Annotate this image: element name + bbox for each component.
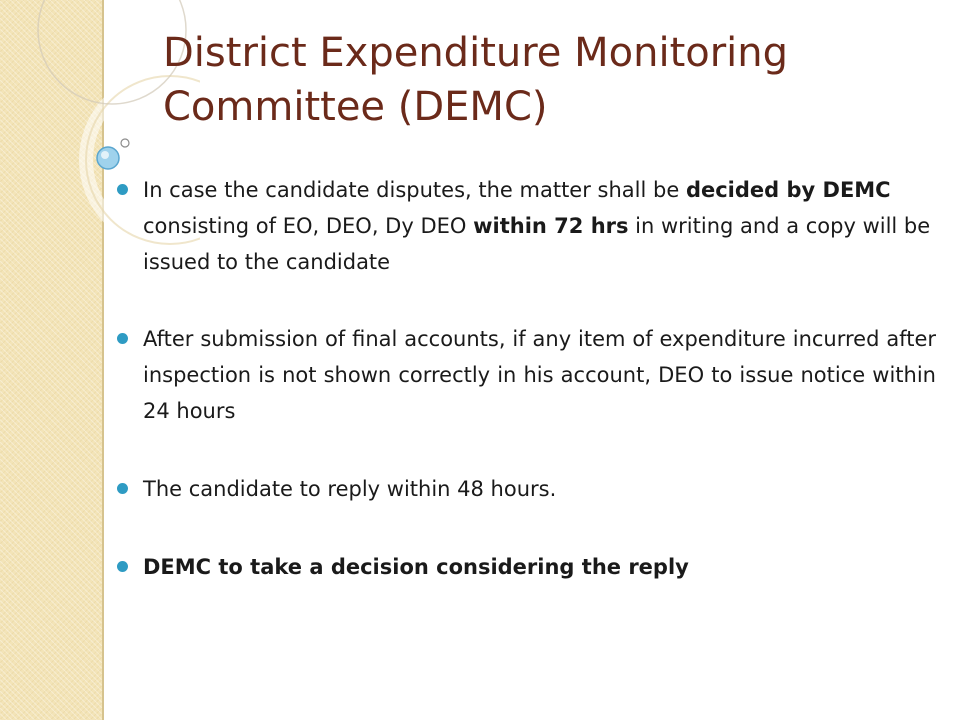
bullet-text-4-bold: DEMC to take a decision considering the reply: [143, 555, 689, 579]
bullet-text-2: After submission of final accounts, if any item of expenditure incurred after inspection is not shown correctly in his account, DEO to issue notice within 24 hours: [143, 327, 936, 423]
bullet-text-1b-bold: decided by DEMC: [685, 178, 891, 202]
bullet-list: [116, 172, 936, 585]
bullet-dot-icon: [117, 333, 128, 344]
decorative-side-band: [0, 0, 104, 720]
slide-title: District Expenditure Monitoring Committee (DEMC): [163, 30, 789, 130]
bullet-item-decision: [116, 549, 936, 585]
bullet-dot-icon: [117, 483, 128, 494]
bullet-text-3: The candidate to reply within 48 hours.: [143, 477, 557, 501]
bullet-text-1a: In case the candidate disputes, the matter shall be: [143, 178, 686, 202]
bullet-text-1e: in writing and a copy will be issued to the candidate: [143, 214, 931, 274]
bullet-item-dispute: [116, 172, 936, 280]
bullet-text-1c: consisting of EO, DEO, Dy DEO: [143, 214, 474, 238]
bullet-item-final-accounts: [116, 321, 936, 429]
bullet-dot-icon: [117, 184, 128, 195]
bullet-text-1d-bold: within 72 hrs: [473, 214, 629, 238]
bullet-item-reply: [116, 471, 936, 507]
bullet-dot-icon: [117, 561, 128, 572]
